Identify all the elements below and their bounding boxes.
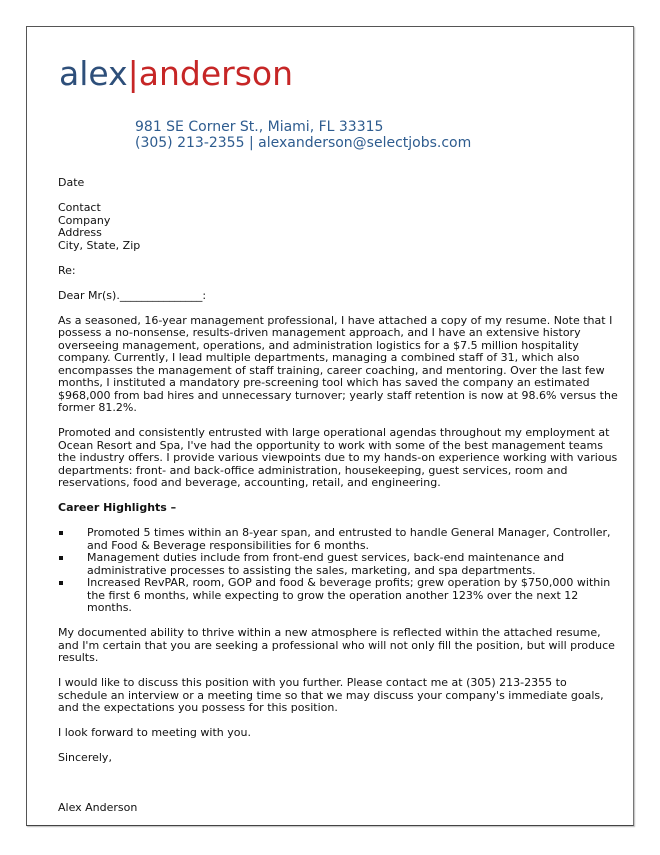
bullet-icon — [59, 556, 63, 560]
closing: Sincerely, — [58, 751, 112, 764]
contact-block — [135, 119, 471, 151]
date-line: Date — [58, 176, 85, 189]
highlights-list — [58, 527, 618, 615]
letter-body — [58, 177, 618, 814]
re-line: Re: — [58, 263, 76, 277]
list-item — [58, 577, 618, 615]
highlight-text: Increased RevPAR, room, GOP and food & beverage profits; grew operation by $750,000 within the first 6 months, while expecting to grow the operation another 123% over the next 12 months. — [87, 576, 611, 614]
signature-name: Alex Anderson — [58, 800, 138, 814]
letterhead-name — [59, 54, 294, 93]
recipient-address: Address — [58, 226, 102, 239]
recipient-city: City, State, Zip — [58, 238, 141, 252]
paragraph-fit: My documented ability to thrive within a new atmosphere is reflected within the attached resume, and I'm certain that you are seeking a professional who will not only fill the position, but will produce results. — [58, 626, 615, 664]
bullet-icon — [59, 531, 63, 535]
phone-email-line: (305) 213-2355 | alexanderson@selectjobs.com — [135, 135, 472, 151]
highlights-heading: Career Highlights – — [58, 501, 177, 514]
address-line: 981 SE Corner St., Miami, FL 33315 — [135, 119, 384, 135]
name-separator: | — [127, 54, 139, 93]
recipient-contact: Contact — [58, 201, 101, 214]
salutation: Dear Mr(s)._______________: — [58, 288, 207, 302]
letter-page — [26, 26, 634, 826]
paragraph-intro: As a seasoned, 16-year management professional, I have attached a copy of my resume. Note that I possess a no-nonsense, results-driven management approach, and I have an extensive history overseeing management, operations, and administration logistics for a $7.5 million hospitality company. Currently, I lead multiple departments, managing a combined staff of 31, which also encompasses the management of staff training, career coaching, and mentoring. Over the last few months, I instituted a mandatory pre-screening tool which has saved the company an estimated $968,000 from bad hires and unnecessary turnover; yearly staff retention is now at 98.6% versus the former 81.2%. — [58, 313, 618, 414]
recipient-company: Company — [58, 213, 111, 227]
last-name: anderson — [138, 54, 294, 93]
paragraph-experience: Promoted and consistently entrusted with large operational agendas throughout my employment at Ocean Resort and Spa, I've had the opportunity to work with some of the best management teams the industry offers. I provide various viewpoints due to my hands-on experience working with various departments: front- and back-office administration, housekeeping, guest services, room and reservations, food and beverage, accounting, retail, and engineering. — [58, 426, 618, 489]
highlight-text: Management duties include from front-end guest services, back-end maintenance and administrative processes to assisting the sales, marketing, and spa departments. — [87, 551, 565, 577]
paragraph-contact: I would like to discuss this position with you further. Please contact me at (305) 213-2355 to schedule an interview or a meeting time so that we may discuss your company's immediate goals, and the expectations you possess for this position. — [58, 676, 604, 714]
highlight-text: Promoted 5 times within an 8-year span, and entrusted to handle General Manager, Controller, and Food & Beverage responsibilities for 6 months. — [87, 526, 611, 552]
list-item — [58, 527, 618, 552]
bullet-icon — [59, 581, 63, 585]
list-item — [58, 552, 618, 577]
paragraph-closing: I look forward to meeting with you. — [58, 726, 251, 739]
first-name: alex — [59, 54, 128, 93]
